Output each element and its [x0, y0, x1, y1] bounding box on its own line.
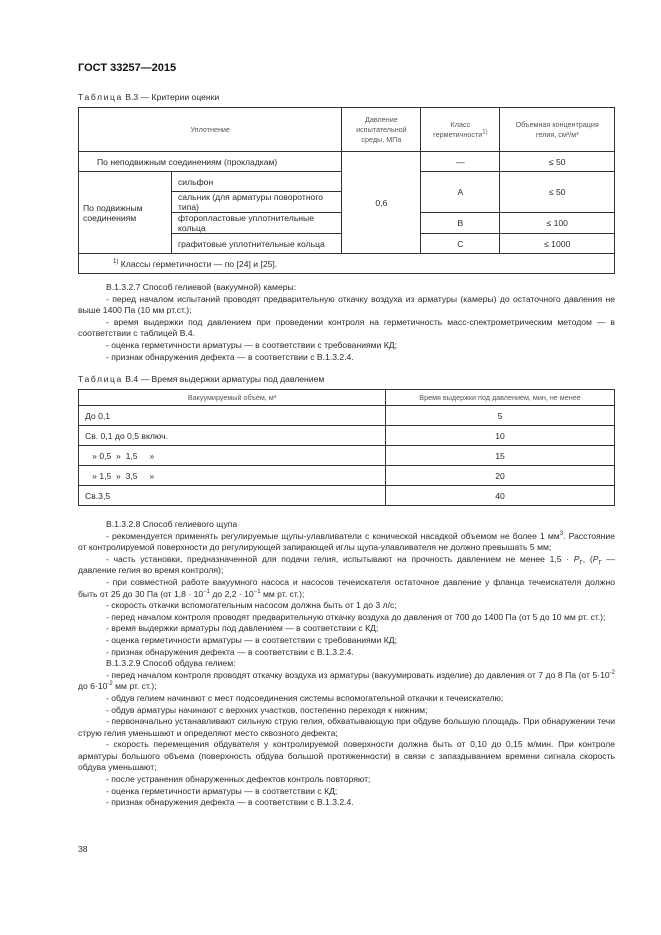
- text-run: , (: [582, 553, 593, 564]
- class-value: А: [421, 172, 500, 213]
- text-run: — давление гелия во время контроля);: [78, 553, 616, 576]
- text-run: - после устранения обнаруженных дефектов контроль повторяют;: [106, 774, 371, 785]
- footnote-mark: 1): [482, 129, 488, 136]
- pressure-value: 0,6: [342, 152, 421, 254]
- header-pressure: Давление испытательной среды, МПа: [342, 108, 421, 152]
- moving-item: графитовые уплотнительные кольца: [172, 234, 342, 254]
- table-row: [79, 486, 615, 506]
- table-row: [79, 152, 615, 172]
- text-run: мм рт. ст.);: [112, 681, 157, 692]
- page-number: 38: [78, 844, 88, 854]
- footnote-text: Классы герметичности — по [24] и [25].: [118, 258, 278, 269]
- concentration-value: ≤ 50: [500, 152, 615, 172]
- footnote-mark: 1): [113, 258, 119, 265]
- table-row: [79, 446, 615, 466]
- table-b3-caption: [78, 92, 219, 102]
- time-cell: 5: [386, 406, 615, 426]
- paragraph: [78, 531, 615, 554]
- text-run: - обдув арматуры начинают с верхних участков, постепенно переходя к нижним;: [106, 704, 428, 715]
- text-run: Г: [579, 560, 583, 567]
- table-footnote: [79, 254, 615, 274]
- text-run: - скорость откачки вспомогательным насосом должна быть от 1 до 3 л/с;: [106, 600, 397, 611]
- text-run: P: [592, 553, 599, 564]
- class-value: С: [421, 234, 500, 254]
- class-value: —: [421, 152, 500, 172]
- text-run: - обдув гелием начинают с мест подсоединения системы вспомогательной откачки к течеискателю;: [106, 692, 504, 703]
- text-run: - оценка герметичности арматуры — в соответствии с КД;: [106, 785, 338, 796]
- text-run: до 6·10: [78, 681, 108, 692]
- volume-cell: » 0,5 » 1,5 »: [79, 446, 386, 466]
- text-run: - время выдержки под давлением при проведении контроля на герметичность масс-спектрометрическим методом — в соответствии с таблицей В.4.: [78, 316, 615, 339]
- moving-item: сальник (для арматуры поворотного типа): [172, 192, 342, 213]
- table-b3: [78, 107, 615, 274]
- paragraph: [78, 519, 615, 531]
- text-run: В.1.3.2.9 Способ обдува гелием:: [106, 658, 236, 669]
- concentration-value: ≤ 50: [500, 172, 615, 213]
- text-run: - при совместной работе вакуумного насоса и насосов течеискателя остаточное давление у фланца течеискателя должно быть от 25 до 30 Па (от 1,8 · 10: [78, 576, 615, 599]
- text-run: −1: [203, 588, 210, 595]
- class-value: В: [421, 213, 500, 234]
- table-b4-caption: [78, 374, 324, 384]
- moving-item: фторопластовые уплотнительные кольца: [172, 213, 342, 234]
- volume-cell: До 0,1: [79, 406, 386, 426]
- paragraph: [78, 577, 615, 600]
- paragraph: [78, 317, 615, 340]
- concentration-value: ≤ 1000: [500, 234, 615, 254]
- paragraph: [78, 294, 615, 317]
- paragraph: [78, 693, 615, 705]
- volume-cell: Св.3,5: [79, 486, 386, 506]
- text-run: - оценка герметичности арматуры — в соответствии с требованиями КД;: [106, 339, 397, 350]
- caption-prefix: Таблица: [78, 92, 123, 102]
- paragraph: [78, 705, 615, 717]
- table-b4: [78, 389, 615, 506]
- paragraph: [78, 612, 615, 624]
- paragraph: [78, 658, 615, 670]
- paragraph: [78, 716, 615, 739]
- text-run: - признак обнаружения дефекта — в соответствии с В.1.3.2.4.: [106, 351, 354, 362]
- text-run: - время выдержки арматуры под давлением — в соответствии с КД;: [106, 623, 379, 634]
- text-run: -2: [107, 681, 113, 688]
- text-run: - признак обнаружения дефекта — в соответствии с В.1.3.2.4.: [106, 646, 354, 657]
- table-row: [79, 426, 615, 446]
- text-run: - перед началом контроля проводят предварительную откачку воздуха до давления от 700 до 1400 Па (от 5 до 10 мм рт. ст.);: [106, 611, 606, 622]
- paragraph: [78, 670, 615, 693]
- caption-text: В.4 — Время выдержки арматуры под давлением: [122, 374, 325, 384]
- text-run: - часть установки, предназначенной для подачи гелия, испытывают на прочность давлением не менее 1,5 ·: [106, 553, 574, 564]
- caption-text: В.3 — Критерии оценки: [122, 92, 220, 102]
- table-footnote-row: [79, 254, 615, 274]
- moving-group-label: По подвижным соединениям: [79, 172, 172, 254]
- header-concentration: Объемная концентрация гелия, см³/м³: [500, 108, 615, 152]
- text-run: В.1.3.2.8 Способ гелиевого щупа: [106, 519, 238, 529]
- table-row: [79, 466, 615, 486]
- paragraph: [78, 340, 615, 352]
- text-run: - перед началом контроля проводят откачку воздуха из арматуры (вакуумировать изделие) до давления от 7 до 8 Па (от 5·10: [106, 669, 610, 680]
- volume-cell: » 1,5 » 3,5 »: [79, 466, 386, 486]
- moving-item: сильфон: [172, 172, 342, 192]
- header-time: Время выдержки под давлением, мин, не менее: [386, 390, 615, 406]
- concentration-value: ≤ 100: [500, 213, 615, 234]
- text-run: до 2,2 · 10: [210, 588, 254, 599]
- section-b1328-b1329: [78, 519, 615, 809]
- text-run: . Расстояние от контролируемой поверхности до регулирующей запирающей иглы щупа-улавливателя не должно превышать 5 мм;: [78, 530, 615, 553]
- text-run: P: [573, 553, 580, 564]
- paragraph: [78, 647, 615, 659]
- paragraph: [78, 739, 615, 774]
- text-run: - скорость перемещения обдувателя у контролируемой поверхности должна быть от 0,10 до 0,15 м/мин. При контроле арматуры большого объема (поверхность обдува большой протяженности) в связи с запаздыванием времени сигнала скорость обдува уменьшают;: [78, 739, 615, 773]
- paragraph: [78, 797, 615, 809]
- paragraph: [78, 282, 615, 294]
- volume-cell: Св. 0,1 до 0,5 включ.: [79, 426, 386, 446]
- text-run: В.1.3.2.7 Способ гелиевой (вакуумной) камеры:: [106, 282, 297, 292]
- paragraph: [78, 635, 615, 647]
- paragraph: [78, 352, 615, 364]
- text-run: - рекомендуется применять регулируемые щупы-улавливатели с конической насадкой объемом не более 1 мм: [106, 530, 560, 541]
- header-volume: Вакуумируемый объем, м³: [79, 390, 386, 406]
- row-fixed-label: По неподвижным соединениям (прокладкам): [79, 152, 342, 172]
- text-run: Г: [598, 560, 602, 567]
- text-run: - признак обнаружения дефекта — в соответствии с В.1.3.2.4.: [106, 797, 354, 808]
- paragraph: [78, 623, 615, 635]
- text-run: −1: [253, 588, 261, 595]
- text-run: - первоначально устанавливают сильную струю гелия, обхватывающую при обдуве большую площадь. При обнаружении течи струю гелия уменьшают и определяют место сквозного дефекта;: [78, 716, 615, 738]
- table-row: [79, 406, 615, 426]
- header-class: [421, 108, 500, 152]
- header-seal: Уплотнение: [79, 108, 342, 152]
- section-b1327: [78, 282, 615, 363]
- paragraph: [78, 774, 615, 786]
- text-run: -2: [609, 669, 615, 676]
- time-cell: 20: [386, 466, 615, 486]
- text-run: 3: [559, 530, 564, 537]
- text-run: - оценка герметичности арматуры — в соответствии с требованиями КД;: [106, 634, 397, 645]
- caption-prefix: Таблица: [78, 374, 123, 384]
- text-run: - перед началом испытаний проводят предварительную откачку воздуха из арматуры (камеры) до остаточного давления не выше 1400 Па (10 мм рт.ст.);: [78, 293, 615, 316]
- paragraph: [78, 554, 615, 577]
- header-class-text: Класс герметичности: [433, 119, 483, 139]
- document-header: ГОСТ 33257—2015: [78, 62, 177, 74]
- paragraph: [78, 600, 615, 612]
- time-cell: 15: [386, 446, 615, 466]
- text-run: мм рт. ст.);: [260, 588, 305, 599]
- paragraph: [78, 786, 615, 798]
- table-header-row: [79, 108, 615, 152]
- time-cell: 10: [386, 426, 615, 446]
- table-header-row: [79, 390, 615, 406]
- time-cell: 40: [386, 486, 615, 506]
